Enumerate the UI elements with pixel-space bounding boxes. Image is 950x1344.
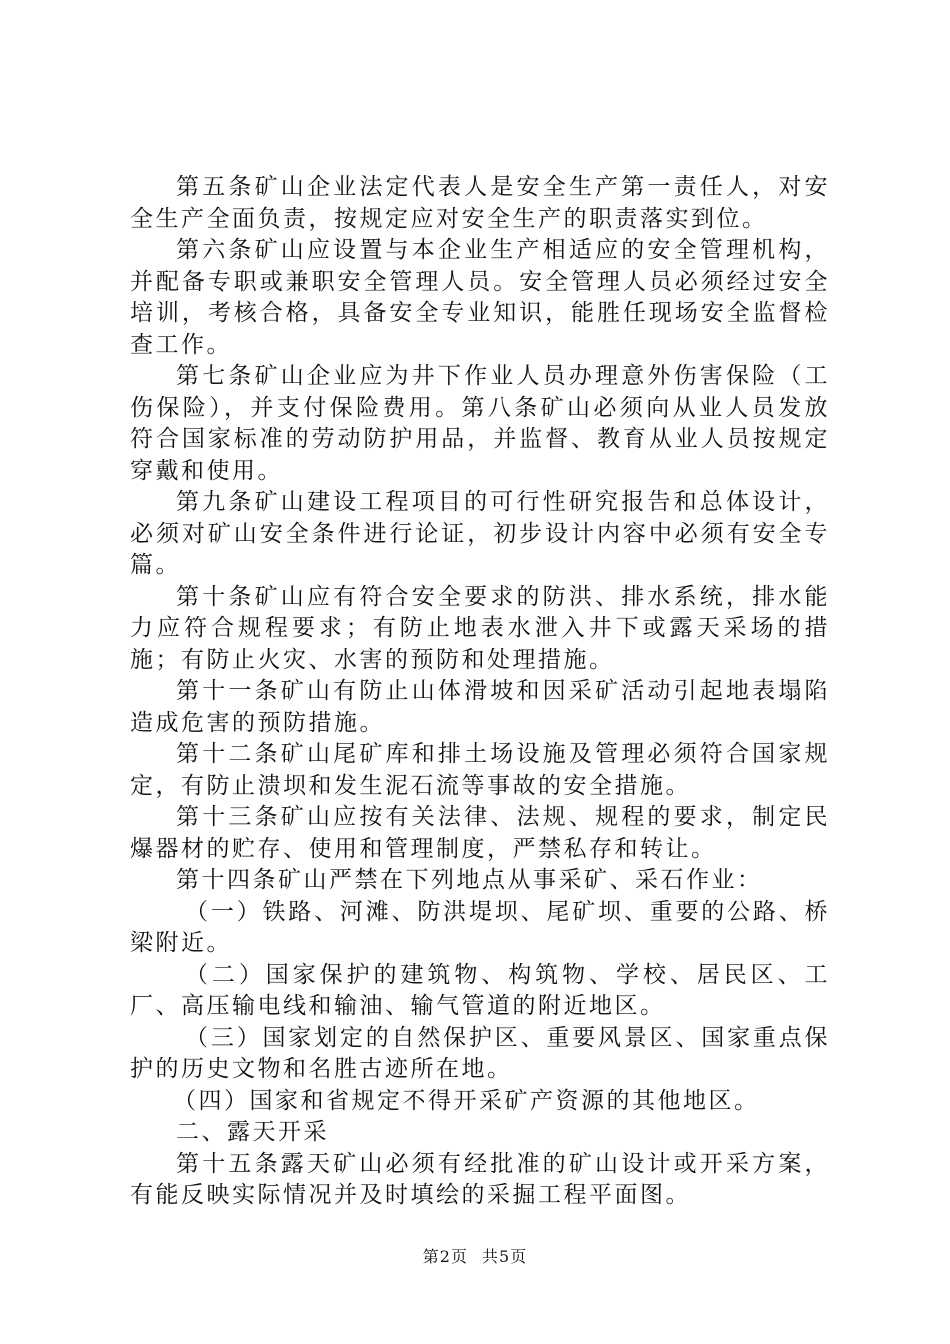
- paragraph-article-15: 第十五条露天矿山必须有经批准的矿山设计或开采方案，有能反映实际情况并及时填绘的采掘工程平面图。: [130, 1150, 830, 1208]
- paragraph-article-14: 第十四条矿山严禁在下列地点从事采矿、采石作业：: [176, 867, 763, 893]
- paragraph-article-12: 第十二条矿山尾矿库和排土场设施及管理必须符合国家规定，有防止溃坝和发生泥石流等事故的安全措施。: [130, 741, 830, 799]
- section-heading-open-pit: 二、露天开采: [176, 1119, 329, 1145]
- list-item-1: （一）铁路、河滩、防洪堤坝、尾矿坝、重要的公路、桥梁附近。: [130, 898, 830, 956]
- paragraph-article-9: 第九条矿山建设工程项目的可行性研究报告和总体设计，必须对矿山安全条件进行论证，初步设计内容中必须有安全专篇。: [130, 489, 830, 578]
- paragraph-article-7-8: 第七条矿山企业应为井下作业人员办理意外伤害保险（工伤保险），并支付保险费用。第八条矿山必须向从业人员发放符合国家标准的劳动防护用品，并监督、教育从业人员按规定穿戴和使用。: [130, 363, 830, 484]
- document-body: [130, 172, 830, 1212]
- list-item-4: （四）国家和省规定不得开采矿产资源的其他地区。: [173, 1087, 760, 1114]
- paragraph-article-5: 第五条矿山企业法定代表人是安全生产第一责任人，对安全生产全面负责，按规定应对安全生产的职责落实到位。: [130, 174, 830, 232]
- list-item-2: （二）国家保护的建筑物、构筑物、学校、居民区、工厂、高压输电线和输油、输气管道的附近地区。: [130, 961, 830, 1019]
- paragraph-article-11: 第十一条矿山有防止山体滑坡和因采矿活动引起地表塌陷造成危害的预防措施。: [130, 678, 830, 736]
- paragraph-article-13: 第十三条矿山应按有关法律、法规、规程的要求，制定民爆器材的贮存、使用和管理制度，严禁私存和转让。: [130, 804, 830, 862]
- page-footer: [0, 1244, 950, 1267]
- paragraph-article-10: 第十条矿山应有符合安全要求的防洪、排水系统，排水能力应符合规程要求；有防止地表水泄入井下或露天采场的措施；有防止火灾、水害的预防和处理措施。: [130, 583, 830, 673]
- paragraph-article-6: 第六条矿山应设置与本企业生产相适应的安全管理机构，并配备专职或兼职安全管理人员。安全管理人员必须经过安全培训，考核合格，具备安全专业知识，能胜任现场安全监督检查工作。: [130, 237, 830, 358]
- page-number: 第2页: [422, 1247, 468, 1266]
- list-item-3: （三）国家划定的自然保护区、重要风景区、国家重点保护的历史文物和名胜古迹所在地。: [130, 1024, 830, 1082]
- page-total: 共5页: [482, 1247, 528, 1266]
